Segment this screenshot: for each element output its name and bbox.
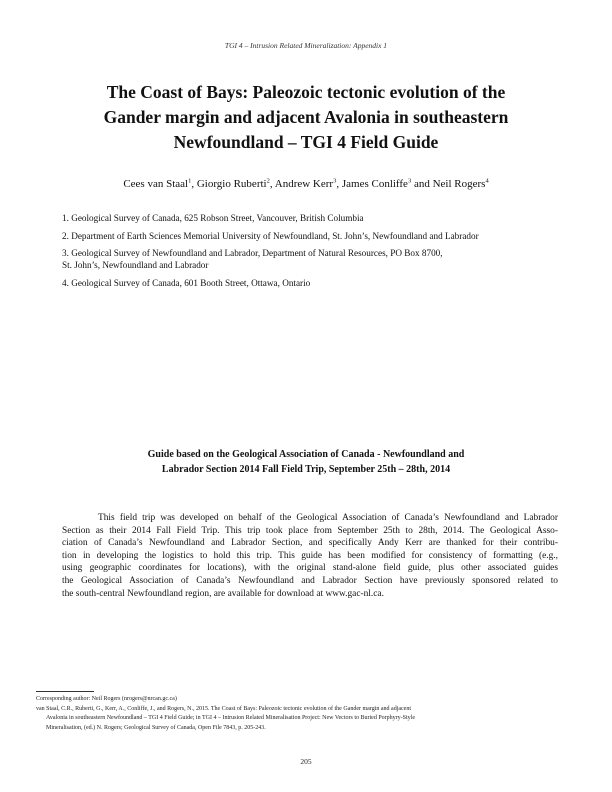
author-name: Giorgio Ruberti [196,178,267,190]
paragraph-line: the south-central Newfoundland region, are available for download at www.gac-nl.ca. [62,588,384,599]
affiliation-item [62,212,542,224]
paper-title [60,80,552,155]
author-separator: , [191,178,197,190]
affiliation-item [62,277,542,289]
running-head: TGI 4 – Intrusion Related Mineralization: Appendix 1 [224,41,388,50]
paragraph-line: ciation of Canada’s Newfoundland and Labrador Section, and specifically Andy Kerr are thanked for their contribu- [62,538,558,549]
intro-paragraph [62,512,558,600]
page-number: 205 [300,757,312,766]
citation-note: van Staal, C.R., Ruberti, G., Kerr, A., Conliffe, J., and Rogers, N., 2015. The Coast of Bays: Paleozoic tectonic evolution of the Gander margin and adjacent [36,705,412,712]
affiliation-text: 2. Department of Earth Sciences Memorial University of Newfoundland, St. John’s, Newfoundland and Labrador [62,230,479,241]
affiliation-mark: 3 [333,177,337,185]
paragraph-line: This field trip was developed on behalf of the Geological Association of Canada’s Newfoundland and Labrador [98,513,558,523]
author-separator: and [411,178,433,190]
title-line: Newfoundland – TGI 4 Field Guide [173,132,439,152]
affiliation-mark: 1 [188,177,192,185]
paragraph-line: the Geological Association of Canada’s Newfoundland and Labrador Section have previously sponsored related to [62,575,558,586]
author-name: James Conliffe [341,178,408,190]
affiliation-text: 4. Geological Survey of Canada, 601 Booth Street, Ottawa, Ontario [62,277,311,288]
author-name: Andrew Kerr [274,178,334,190]
affiliation-mark: 2 [266,177,270,185]
author-separator: , [269,178,275,190]
affiliation-item [62,247,542,271]
author-name: Cees van Staal [123,178,189,190]
corresponding-author-note: Corresponding author: Neil Rogers (nrogers@nrcan.gc.ca) [36,696,177,702]
subtitle-line: Guide based on the Geological Association of Canada - Newfoundland and [147,449,465,460]
affiliation-mark: 4 [485,177,489,185]
affiliation-item [62,230,542,242]
author-separator: , [336,178,342,190]
affiliation-text-continued: St. John’s, Newfoundland and Labrador [62,260,209,270]
paragraph-line: tion in developing the logistics to hold this trip. This guide has been modified for consistency of formatting (e.g., [62,550,558,561]
affiliation-mark: 3 [407,177,412,185]
footnotes [36,695,576,733]
affiliation-text: 3. Geological Survey of Newfoundland and Labrador, Department of Natural Resources, PO Box 8700, [62,248,443,258]
citation-note-continued: Mineralisation, (ed.) N. Rogers; Geological Survey of Canada, Open File 7843, p. 205-243. [46,724,266,731]
subtitle-line: Labrador Section 2014 Fall Field Trip, September 25th – 28th, 2014 [161,464,451,475]
affiliation-list [62,212,542,294]
paragraph-line: Section as their 2014 Fall Field Trip. This trip took place from September 25th to 28th, 2014. The Geological Asso- [62,525,558,536]
author-list [0,178,612,190]
title-line: The Coast of Bays: Paleozoic tectonic evolution of the [106,82,506,102]
paragraph-line: using geographic coordinates for locations), with the original stand-alone field guide, plus other associated guides [62,563,558,574]
affiliation-text: 1. Geological Survey of Canada, 625 Robson Street, Vancouver, British Columbia [62,213,364,223]
footnote-divider [36,691,94,692]
citation-note-continued: Avalonia in southeastern Newfoundland – TGI 4 Field Guide; in TGI 4 – Intrusion Related Mineralisation Project: New Vectors to Buried Porphyry-Style [46,715,415,721]
guide-subtitle [80,447,532,477]
title-line: Gander margin and adjacent Avalonia in southeastern [103,107,509,127]
author-name: Neil Rogers [432,178,486,190]
